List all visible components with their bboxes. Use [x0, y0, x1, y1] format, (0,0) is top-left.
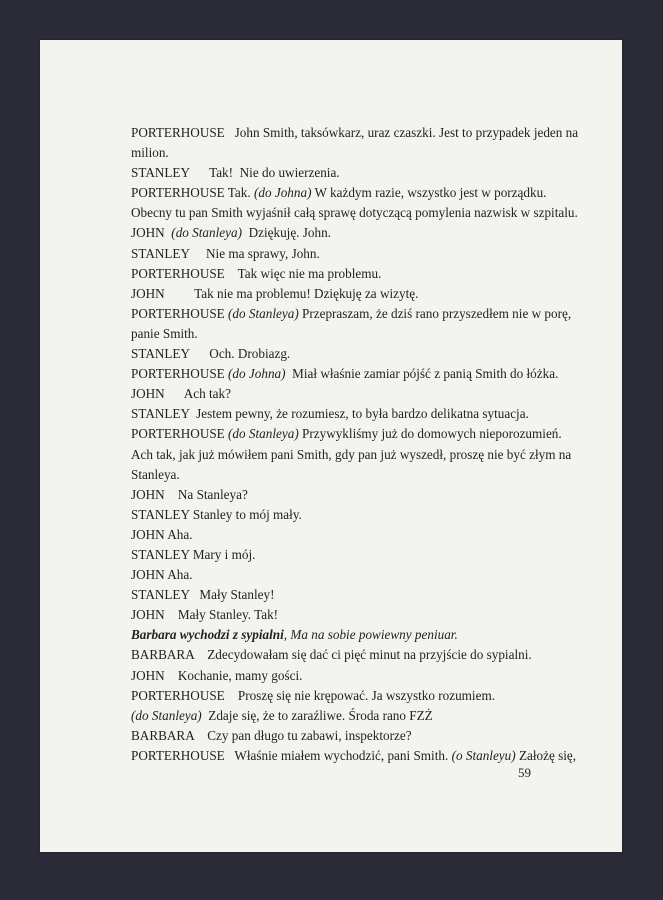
- text-line: [131, 404, 551, 424]
- line-text: PORTERHOUSE: [131, 426, 229, 442]
- text-line: [131, 384, 551, 404]
- text-line: [131, 244, 551, 264]
- line-text: panie Smith.: [131, 325, 198, 341]
- line-text: STANLEY Jestem pewny, że rozumiesz, to była bardzo delikatna sytuacja.: [131, 406, 529, 422]
- text-line: [131, 706, 551, 726]
- text-line: [131, 123, 579, 143]
- line-text: Miał właśnie zamiar pójść z panią Smith do łóżka.: [285, 366, 559, 382]
- line-text: PORTERHOUSE Właśnie miałem wychodzić, pani Smith.: [131, 747, 452, 763]
- line-text: BARBARA Zdecydowałam się dać ci pięć minut na przyjście do sypialni.: [131, 647, 532, 663]
- stage-direction: (do Stanleya): [228, 426, 299, 442]
- line-text: Dziękuję. John.: [241, 225, 331, 241]
- stage-direction: (o Stanleyu): [451, 747, 516, 763]
- text-line: [131, 505, 551, 525]
- text-line: [131, 264, 551, 284]
- line-text: PORTERHOUSE John Smith, taksówkarz, uraz czaszki. Jest to przypadek jeden na: [131, 125, 579, 140]
- line-text: BARBARA Czy pan długo tu zabawi, inspektorze?: [131, 727, 412, 743]
- stage-direction: (do Stanleya): [228, 305, 299, 321]
- line-text: milion.: [131, 145, 169, 161]
- line-text: JOHN Na Stanleya?: [131, 486, 248, 502]
- text-line: [131, 304, 572, 324]
- text-line: [131, 686, 551, 706]
- text-line: [131, 465, 551, 485]
- line-text: Obecny tu pan Smith wyjaśnił całą sprawę dotyczącą pomylenia nazwisk w szpitalu.: [131, 205, 578, 221]
- line-text: Ach tak, jak już mówiłem pani Smith, gdy pan już wyszedł, proszę nie być złym na: [131, 446, 572, 462]
- stage-direction: ,: [283, 627, 291, 643]
- text-line: [131, 605, 551, 625]
- line-text: JOHN Tak nie ma problemu! Dziękuję za wizytę.: [131, 285, 419, 301]
- stage-direction: Barbara wychodzi z sypialni: [131, 627, 284, 643]
- line-text: W każdym razie, wszystko jest w porządku.: [311, 185, 547, 201]
- stage-direction: (do Johna): [228, 366, 286, 382]
- text-line: [131, 485, 551, 505]
- line-text: Przywykliśmy już do domowych nieporozumień.: [298, 426, 562, 442]
- line-text: STANLEY Och. Drobiazg.: [131, 346, 291, 362]
- line-text: Przepraszam, że dziś rano przyszedłem nie w porę,: [298, 305, 572, 321]
- line-text: STANLEY Nie ma sprawy, John.: [131, 245, 320, 261]
- line-text: Stanleya.: [131, 466, 180, 482]
- line-text: Założę się,: [515, 747, 577, 763]
- text-line: [131, 284, 551, 304]
- line-text: PORTERHOUSE: [131, 366, 229, 382]
- line-text: PORTERHOUSE Proszę się nie krępować. Ja wszystko rozumiem.: [131, 687, 496, 703]
- line-text: STANLEY Tak! Nie do uwierzenia.: [131, 165, 340, 181]
- text-line: [131, 183, 551, 203]
- text-line: [131, 445, 572, 465]
- line-text: STANLEY Stanley to mój mały.: [131, 506, 302, 522]
- stage-direction: (do Stanleya): [131, 707, 202, 723]
- line-text: PORTERHOUSE: [131, 305, 229, 321]
- text-line: [131, 203, 578, 223]
- stage-direction: Ma na sobie powiewny peniuar.: [290, 627, 458, 643]
- line-text: JOHN Mały Stanley. Tak!: [131, 607, 279, 623]
- stage-direction: (do Johna): [253, 185, 312, 201]
- text-line: [131, 746, 577, 766]
- line-text: JOHN: [131, 225, 172, 241]
- text-line: [131, 565, 551, 585]
- text-line: [131, 223, 551, 243]
- text-line: [131, 324, 551, 344]
- text-line: [131, 726, 551, 746]
- document-page: [40, 40, 622, 852]
- line-text: PORTERHOUSE Tak.: [131, 185, 254, 201]
- script-text-body: [131, 123, 579, 766]
- line-text: PORTERHOUSE Tak więc nie ma problemu.: [131, 265, 382, 281]
- line-text: JOHN Aha.: [131, 526, 193, 542]
- text-line: [131, 585, 551, 605]
- line-text: STANLEY Mały Stanley!: [131, 587, 275, 603]
- text-line: [131, 545, 551, 565]
- text-line: [131, 163, 551, 183]
- text-line: [131, 666, 551, 686]
- stage-direction: (do Stanleya): [171, 225, 242, 241]
- line-text: STANLEY Mary i mój.: [131, 546, 256, 562]
- text-line: [131, 525, 551, 545]
- line-text: Zdaje się, że to zaraźliwe. Środa rano FZŻ: [201, 707, 433, 723]
- text-line: [131, 625, 551, 645]
- line-text: JOHN Ach tak?: [131, 386, 231, 402]
- line-text: JOHN Kochanie, mamy gości.: [131, 667, 303, 683]
- text-line: [131, 364, 559, 384]
- text-line: [131, 143, 551, 163]
- line-text: JOHN Aha.: [131, 567, 193, 583]
- page-number: 59: [518, 765, 531, 780]
- text-line: [131, 344, 551, 364]
- text-line: [131, 424, 562, 444]
- text-line: [131, 645, 551, 665]
